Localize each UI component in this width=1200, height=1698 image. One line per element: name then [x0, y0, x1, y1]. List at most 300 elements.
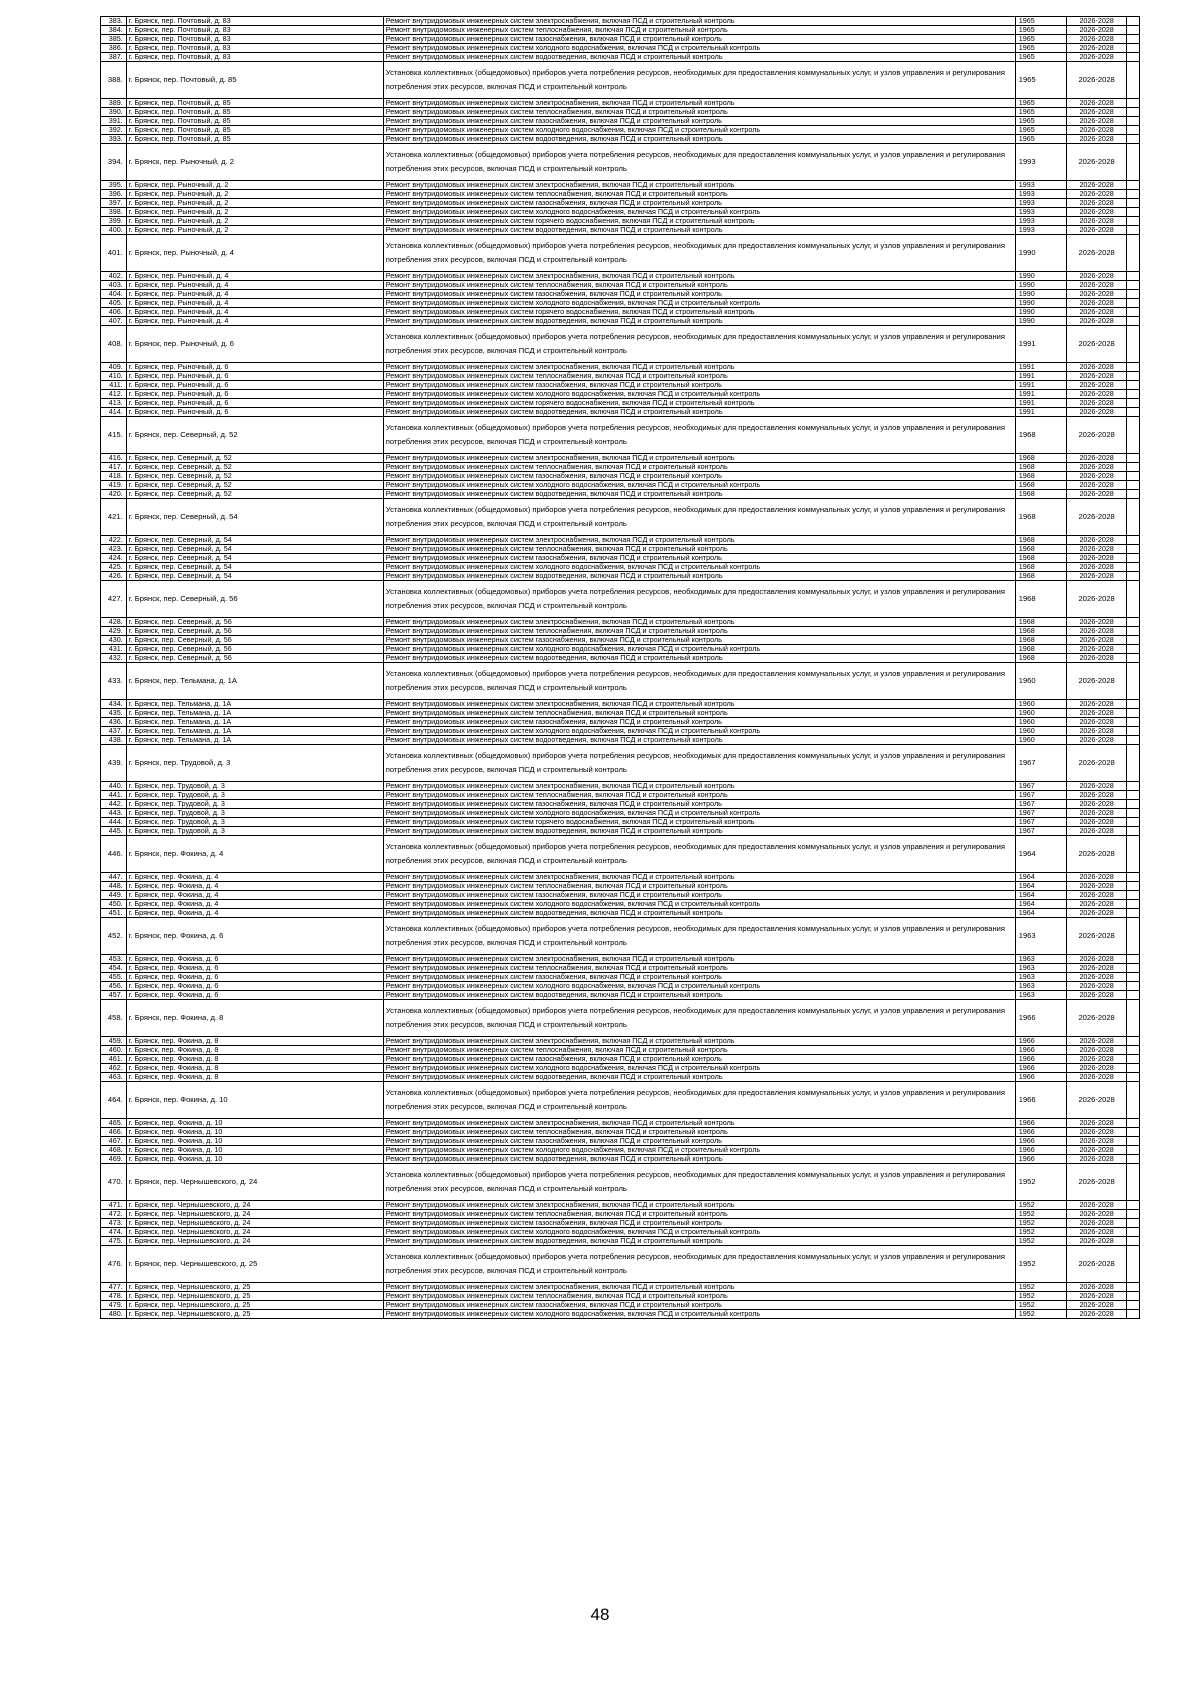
row-extra-cell: [1127, 782, 1140, 791]
table-row: [101, 390, 1140, 399]
row-work: Установка коллективных (общедомовых) приборов учета потребления ресурсов, необходимых для предоставления коммунальных услуг, и узлов управления и регулирования потребления этих ресурсов, включая ПСД и строительный контроль: [383, 1246, 1015, 1283]
row-work: Ремонт внутридомовых инженерных систем теплоснабжения, включая ПСД и строительный контроль: [383, 791, 1015, 800]
row-period: 2026-2028: [1067, 818, 1127, 827]
row-address: г. Брянск, пер. Рыночный, д. 4: [126, 317, 383, 326]
row-period: 2026-2028: [1067, 26, 1127, 35]
row-address: г. Брянск, пер. Чернышевского, д. 25: [126, 1292, 383, 1301]
row-period: 2026-2028: [1067, 272, 1127, 281]
row-number: 479.: [101, 1301, 127, 1310]
row-work: Ремонт внутридомовых инженерных систем водоотведения, включая ПСД и строительный контроль: [383, 408, 1015, 417]
row-number: 393.: [101, 135, 127, 144]
row-period: 2026-2028: [1067, 618, 1127, 627]
row-period: 2026-2028: [1067, 181, 1127, 190]
table-row: [101, 1082, 1140, 1119]
row-address: г. Брянск, пер. Северный, д. 52: [126, 454, 383, 463]
row-work: Ремонт внутридомовых инженерных систем водоотведения, включая ПСД и строительный контроль: [383, 1073, 1015, 1082]
row-extra-cell: [1127, 827, 1140, 836]
row-work: Установка коллективных (общедомовых) приборов учета потребления ресурсов, необходимых для предоставления коммунальных услуг, и узлов управления и регулирования потребления этих ресурсов, включая ПСД и строительный контроль: [383, 1000, 1015, 1037]
row-year: 1968: [1015, 417, 1066, 454]
row-work: Ремонт внутридомовых инженерных систем холодного водоснабжения, включая ПСД и строительный контроль: [383, 982, 1015, 991]
row-extra-cell: [1127, 399, 1140, 408]
row-year: 1968: [1015, 536, 1066, 545]
row-number: 416.: [101, 454, 127, 463]
table-row: [101, 1246, 1140, 1283]
row-extra-cell: [1127, 481, 1140, 490]
row-work: Ремонт внутридомовых инженерных систем электроснабжения, включая ПСД и строительный контроль: [383, 363, 1015, 372]
table-row: [101, 836, 1140, 873]
row-year: 1993: [1015, 190, 1066, 199]
table-row: [101, 53, 1140, 62]
row-number: 417.: [101, 463, 127, 472]
row-year: 1952: [1015, 1164, 1066, 1201]
row-work: Ремонт внутридомовых инженерных систем теплоснабжения, включая ПСД и строительный контроль: [383, 108, 1015, 117]
row-work: Установка коллективных (общедомовых) приборов учета потребления ресурсов, необходимых для предоставления коммунальных услуг, и узлов управления и регулирования потребления этих ресурсов, включая ПСД и строительный контроль: [383, 581, 1015, 618]
row-extra-cell: [1127, 372, 1140, 381]
row-extra-cell: [1127, 563, 1140, 572]
row-year: 1991: [1015, 408, 1066, 417]
table-row: [101, 1301, 1140, 1310]
row-extra-cell: [1127, 1037, 1140, 1046]
row-period: 2026-2028: [1067, 454, 1127, 463]
row-work: Ремонт внутридомовых инженерных систем газоснабжения, включая ПСД и строительный контроль: [383, 891, 1015, 900]
row-number: 397.: [101, 199, 127, 208]
row-address: г. Брянск, пер. Рыночный, д. 4: [126, 299, 383, 308]
row-period: 2026-2028: [1067, 1310, 1127, 1319]
row-number: 448.: [101, 882, 127, 891]
row-period: 2026-2028: [1067, 99, 1127, 108]
row-work: Ремонт внутридомовых инженерных систем водоотведения, включая ПСД и строительный контроль: [383, 135, 1015, 144]
row-extra-cell: [1127, 1219, 1140, 1228]
row-address: г. Брянск, пер. Фокина, д. 6: [126, 973, 383, 982]
row-number: 442.: [101, 800, 127, 809]
row-period: 2026-2028: [1067, 1219, 1127, 1228]
row-extra-cell: [1127, 545, 1140, 554]
row-period: 2026-2028: [1067, 481, 1127, 490]
table-row: [101, 563, 1140, 572]
row-year: 1960: [1015, 709, 1066, 718]
row-year: 1993: [1015, 226, 1066, 235]
row-work: Ремонт внутридомовых инженерных систем электроснабжения, включая ПСД и строительный контроль: [383, 782, 1015, 791]
row-extra-cell: [1127, 417, 1140, 454]
row-number: 396.: [101, 190, 127, 199]
row-period: 2026-2028: [1067, 1046, 1127, 1055]
row-work: Ремонт внутридомовых инженерных систем электроснабжения, включая ПСД и строительный контроль: [383, 181, 1015, 190]
table-row: [101, 1146, 1140, 1155]
row-address: г. Брянск, пер. Чернышевского, д. 25: [126, 1283, 383, 1292]
row-extra-cell: [1127, 1137, 1140, 1146]
row-number: 402.: [101, 272, 127, 281]
row-address: г. Брянск, пер. Чернышевского, д. 24: [126, 1228, 383, 1237]
row-address: г. Брянск, пер. Фокина, д. 8: [126, 1064, 383, 1073]
row-period: 2026-2028: [1067, 627, 1127, 636]
row-address: г. Брянск, пер. Фокина, д. 10: [126, 1128, 383, 1137]
row-extra-cell: [1127, 718, 1140, 727]
table-row: [101, 399, 1140, 408]
row-extra-cell: [1127, 1082, 1140, 1119]
row-number: 473.: [101, 1219, 127, 1228]
row-extra-cell: [1127, 326, 1140, 363]
row-period: 2026-2028: [1067, 1119, 1127, 1128]
row-extra-cell: [1127, 26, 1140, 35]
row-number: 456.: [101, 982, 127, 991]
row-address: г. Брянск, пер. Рыночный, д. 2: [126, 190, 383, 199]
row-period: 2026-2028: [1067, 563, 1127, 572]
table-row: [101, 208, 1140, 217]
row-period: 2026-2028: [1067, 891, 1127, 900]
row-address: г. Брянск, пер. Рыночный, д. 6: [126, 408, 383, 417]
row-extra-cell: [1127, 1283, 1140, 1292]
row-address: г. Брянск, пер. Почтовый, д. 85: [126, 62, 383, 99]
row-period: 2026-2028: [1067, 62, 1127, 99]
row-work: Ремонт внутридомовых инженерных систем горячего водоснабжения, включая ПСД и строительный контроль: [383, 399, 1015, 408]
row-extra-cell: [1127, 499, 1140, 536]
row-period: 2026-2028: [1067, 581, 1127, 618]
table-row: [101, 1073, 1140, 1082]
row-year: 1963: [1015, 955, 1066, 964]
row-work: Ремонт внутридомовых инженерных систем газоснабжения, включая ПСД и строительный контроль: [383, 472, 1015, 481]
row-number: 436.: [101, 718, 127, 727]
row-number: 388.: [101, 62, 127, 99]
row-number: 390.: [101, 108, 127, 117]
row-work: Установка коллективных (общедомовых) приборов учета потребления ресурсов, необходимых для предоставления коммунальных услуг, и узлов управления и регулирования потребления этих ресурсов, включая ПСД и строительный контроль: [383, 417, 1015, 454]
row-number: 475.: [101, 1237, 127, 1246]
row-address: г. Брянск, пер. Фокина, д. 10: [126, 1146, 383, 1155]
row-year: 1968: [1015, 645, 1066, 654]
table-row: [101, 190, 1140, 199]
row-number: 471.: [101, 1201, 127, 1210]
row-year: 1968: [1015, 618, 1066, 627]
table-row: [101, 1201, 1140, 1210]
row-address: г. Брянск, пер. Чернышевского, д. 24: [126, 1219, 383, 1228]
row-address: г. Брянск, пер. Чернышевского, д. 24: [126, 1201, 383, 1210]
row-year: 1963: [1015, 982, 1066, 991]
row-number: 435.: [101, 709, 127, 718]
row-work: Ремонт внутридомовых инженерных систем электроснабжения, включая ПСД и строительный контроль: [383, 700, 1015, 709]
row-period: 2026-2028: [1067, 836, 1127, 873]
row-work: Ремонт внутридомовых инженерных систем газоснабжения, включая ПСД и строительный контроль: [383, 636, 1015, 645]
row-extra-cell: [1127, 1119, 1140, 1128]
row-address: г. Брянск, пер. Почтовый, д. 83: [126, 26, 383, 35]
row-period: 2026-2028: [1067, 727, 1127, 736]
row-work: Ремонт внутридомовых инженерных систем водоотведения, включая ПСД и строительный контроль: [383, 1155, 1015, 1164]
row-year: 1966: [1015, 1046, 1066, 1055]
row-address: г. Брянск, пер. Тельмана, д. 1А: [126, 718, 383, 727]
row-work: Установка коллективных (общедомовых) приборов учета потребления ресурсов, необходимых для предоставления коммунальных услуг, и узлов управления и регулирования потребления этих ресурсов, включая ПСД и строительный контроль: [383, 745, 1015, 782]
row-year: 1991: [1015, 381, 1066, 390]
row-address: г. Брянск, пер. Рыночный, д. 6: [126, 326, 383, 363]
row-number: 438.: [101, 736, 127, 745]
row-number: 437.: [101, 727, 127, 736]
row-number: 469.: [101, 1155, 127, 1164]
row-period: 2026-2028: [1067, 44, 1127, 53]
row-year: 1952: [1015, 1219, 1066, 1228]
row-period: 2026-2028: [1067, 827, 1127, 836]
row-work: Ремонт внутридомовых инженерных систем теплоснабжения, включая ПСД и строительный контроль: [383, 882, 1015, 891]
row-year: 1965: [1015, 44, 1066, 53]
row-period: 2026-2028: [1067, 1301, 1127, 1310]
row-extra-cell: [1127, 663, 1140, 700]
row-work: Ремонт внутридомовых инженерных систем газоснабжения, включая ПСД и строительный контроль: [383, 199, 1015, 208]
row-period: 2026-2028: [1067, 381, 1127, 390]
row-address: г. Брянск, пер. Фокина, д. 10: [126, 1155, 383, 1164]
row-year: 1966: [1015, 1155, 1066, 1164]
row-period: 2026-2028: [1067, 144, 1127, 181]
row-extra-cell: [1127, 463, 1140, 472]
row-work: Ремонт внутридомовых инженерных систем теплоснабжения, включая ПСД и строительный контроль: [383, 463, 1015, 472]
row-address: г. Брянск, пер. Тельмана, д. 1А: [126, 727, 383, 736]
row-extra-cell: [1127, 1310, 1140, 1319]
row-period: 2026-2028: [1067, 226, 1127, 235]
table-row: [101, 299, 1140, 308]
row-number: 384.: [101, 26, 127, 35]
row-period: 2026-2028: [1067, 536, 1127, 545]
row-year: 1965: [1015, 53, 1066, 62]
table-row: [101, 417, 1140, 454]
row-extra-cell: [1127, 472, 1140, 481]
row-address: г. Брянск, пер. Фокина, д. 4: [126, 891, 383, 900]
row-year: 1960: [1015, 718, 1066, 727]
row-extra-cell: [1127, 226, 1140, 235]
row-work: Ремонт внутридомовых инженерных систем холодного водоснабжения, включая ПСД и строительный контроль: [383, 1228, 1015, 1237]
row-number: 440.: [101, 782, 127, 791]
row-address: г. Брянск, пер. Северный, д. 56: [126, 581, 383, 618]
row-work: Установка коллективных (общедомовых) приборов учета потребления ресурсов, необходимых для предоставления коммунальных услуг, и узлов управления и регулирования потребления этих ресурсов, включая ПСД и строительный контроль: [383, 235, 1015, 272]
row-extra-cell: [1127, 17, 1140, 26]
row-year: 1966: [1015, 1119, 1066, 1128]
row-number: 422.: [101, 536, 127, 545]
row-period: 2026-2028: [1067, 1064, 1127, 1073]
row-period: 2026-2028: [1067, 326, 1127, 363]
row-period: 2026-2028: [1067, 1000, 1127, 1037]
row-address: г. Брянск, пер. Фокина, д. 6: [126, 991, 383, 1000]
row-work: Ремонт внутридомовых инженерных систем водоотведения, включая ПСД и строительный контроль: [383, 53, 1015, 62]
row-extra-cell: [1127, 1046, 1140, 1055]
row-period: 2026-2028: [1067, 135, 1127, 144]
row-address: г. Брянск, пер. Чернышевского, д. 25: [126, 1301, 383, 1310]
row-number: 407.: [101, 317, 127, 326]
row-work: Ремонт внутридомовых инженерных систем холодного водоснабжения, включая ПСД и строительный контроль: [383, 1310, 1015, 1319]
row-number: 406.: [101, 308, 127, 317]
row-address: г. Брянск, пер. Фокина, д. 4: [126, 873, 383, 882]
row-extra-cell: [1127, 390, 1140, 399]
row-period: 2026-2028: [1067, 317, 1127, 326]
row-number: 420.: [101, 490, 127, 499]
table-row: [101, 472, 1140, 481]
row-period: 2026-2028: [1067, 736, 1127, 745]
table-row: [101, 1119, 1140, 1128]
row-period: 2026-2028: [1067, 973, 1127, 982]
row-number: 419.: [101, 481, 127, 490]
row-work: Ремонт внутридомовых инженерных систем водоотведения, включая ПСД и строительный контроль: [383, 654, 1015, 663]
row-address: г. Брянск, пер. Рыночный, д. 2: [126, 208, 383, 217]
row-extra-cell: [1127, 581, 1140, 618]
row-number: 460.: [101, 1046, 127, 1055]
row-address: г. Брянск, пер. Северный, д. 52: [126, 463, 383, 472]
row-address: г. Брянск, пер. Рыночный, д. 2: [126, 144, 383, 181]
row-address: г. Брянск, пер. Почтовый, д. 83: [126, 17, 383, 26]
row-extra-cell: [1127, 554, 1140, 563]
row-number: 454.: [101, 964, 127, 973]
row-number: 449.: [101, 891, 127, 900]
row-period: 2026-2028: [1067, 399, 1127, 408]
row-extra-cell: [1127, 235, 1140, 272]
row-extra-cell: [1127, 381, 1140, 390]
row-period: 2026-2028: [1067, 545, 1127, 554]
row-work: Ремонт внутридомовых инженерных систем водоотведения, включая ПСД и строительный контроль: [383, 909, 1015, 918]
row-number: 389.: [101, 99, 127, 108]
row-extra-cell: [1127, 909, 1140, 918]
row-period: 2026-2028: [1067, 1146, 1127, 1155]
row-extra-cell: [1127, 964, 1140, 973]
table-row: [101, 44, 1140, 53]
row-address: г. Брянск, пер. Чернышевского, д. 25: [126, 1246, 383, 1283]
row-extra-cell: [1127, 117, 1140, 126]
row-number: 403.: [101, 281, 127, 290]
row-address: г. Брянск, пер. Трудовой, д. 3: [126, 818, 383, 827]
row-year: 1967: [1015, 818, 1066, 827]
row-address: г. Брянск, пер. Северный, д. 56: [126, 645, 383, 654]
row-number: 472.: [101, 1210, 127, 1219]
row-number: 385.: [101, 35, 127, 44]
row-period: 2026-2028: [1067, 909, 1127, 918]
row-address: г. Брянск, пер. Тельмана, д. 1А: [126, 736, 383, 745]
row-number: 430.: [101, 636, 127, 645]
table-row: [101, 226, 1140, 235]
row-year: 1968: [1015, 472, 1066, 481]
row-period: 2026-2028: [1067, 499, 1127, 536]
row-year: 1990: [1015, 281, 1066, 290]
row-period: 2026-2028: [1067, 900, 1127, 909]
row-work: Установка коллективных (общедомовых) приборов учета потребления ресурсов, необходимых для предоставления коммунальных услуг, и узлов управления и регулирования потребления этих ресурсов, включая ПСД и строительный контроль: [383, 663, 1015, 700]
table-row: [101, 363, 1140, 372]
row-number: 465.: [101, 1119, 127, 1128]
row-period: 2026-2028: [1067, 1237, 1127, 1246]
row-address: г. Брянск, пер. Фокина, д. 8: [126, 1055, 383, 1064]
row-year: 1965: [1015, 108, 1066, 117]
row-number: 409.: [101, 363, 127, 372]
row-period: 2026-2028: [1067, 645, 1127, 654]
row-period: 2026-2028: [1067, 964, 1127, 973]
row-number: 452.: [101, 918, 127, 955]
row-extra-cell: [1127, 918, 1140, 955]
row-period: 2026-2028: [1067, 745, 1127, 782]
row-work: Ремонт внутридомовых инженерных систем теплоснабжения, включая ПСД и строительный контроль: [383, 1292, 1015, 1301]
row-work: Ремонт внутридомовых инженерных систем газоснабжения, включая ПСД и строительный контроль: [383, 1137, 1015, 1146]
row-work: Установка коллективных (общедомовых) приборов учета потребления ресурсов, необходимых для предоставления коммунальных услуг, и узлов управления и регулирования потребления этих ресурсов, включая ПСД и строительный контроль: [383, 326, 1015, 363]
row-extra-cell: [1127, 809, 1140, 818]
row-work: Ремонт внутридомовых инженерных систем горячего водоснабжения, включая ПСД и строительный контроль: [383, 818, 1015, 827]
row-work: Ремонт внутридомовых инженерных систем холодного водоснабжения, включая ПСД и строительный контроль: [383, 900, 1015, 909]
row-year: 1964: [1015, 873, 1066, 882]
table-row: [101, 727, 1140, 736]
row-work: Ремонт внутридомовых инженерных систем водоотведения, включая ПСД и строительный контроль: [383, 572, 1015, 581]
table-row: [101, 308, 1140, 317]
row-extra-cell: [1127, 700, 1140, 709]
row-extra-cell: [1127, 636, 1140, 645]
table-row: [101, 955, 1140, 964]
table-row: [101, 627, 1140, 636]
row-address: г. Брянск, пер. Рыночный, д. 6: [126, 381, 383, 390]
row-extra-cell: [1127, 490, 1140, 499]
row-period: 2026-2028: [1067, 709, 1127, 718]
row-period: 2026-2028: [1067, 53, 1127, 62]
table-row: [101, 709, 1140, 718]
row-year: 1965: [1015, 62, 1066, 99]
table-row: [101, 1210, 1140, 1219]
row-address: г. Брянск, пер. Рыночный, д. 6: [126, 363, 383, 372]
row-address: г. Брянск, пер. Почтовый, д. 85: [126, 135, 383, 144]
row-period: 2026-2028: [1067, 873, 1127, 882]
row-extra-cell: [1127, 281, 1140, 290]
table-row: [101, 17, 1140, 26]
row-extra-cell: [1127, 181, 1140, 190]
row-extra-cell: [1127, 1073, 1140, 1082]
row-year: 1964: [1015, 909, 1066, 918]
row-address: г. Брянск, пер. Трудовой, д. 3: [126, 791, 383, 800]
row-extra-cell: [1127, 536, 1140, 545]
row-period: 2026-2028: [1067, 882, 1127, 891]
table-row: [101, 909, 1140, 918]
row-year: 1966: [1015, 1000, 1066, 1037]
row-period: 2026-2028: [1067, 800, 1127, 809]
row-period: 2026-2028: [1067, 1037, 1127, 1046]
row-address: г. Брянск, пер. Северный, д. 56: [126, 636, 383, 645]
table-row: [101, 973, 1140, 982]
row-year: 1966: [1015, 1137, 1066, 1146]
row-address: г. Брянск, пер. Рыночный, д. 4: [126, 290, 383, 299]
table-row: [101, 982, 1140, 991]
row-work: Ремонт внутридомовых инженерных систем горячего водоснабжения, включая ПСД и строительный контроль: [383, 308, 1015, 317]
row-year: 1966: [1015, 1064, 1066, 1073]
row-extra-cell: [1127, 745, 1140, 782]
row-work: Ремонт внутридомовых инженерных систем электроснабжения, включая ПСД и строительный контроль: [383, 1201, 1015, 1210]
row-number: 476.: [101, 1246, 127, 1283]
row-year: 1968: [1015, 554, 1066, 563]
row-address: г. Брянск, пер. Фокина, д. 4: [126, 836, 383, 873]
row-extra-cell: [1127, 44, 1140, 53]
row-extra-cell: [1127, 645, 1140, 654]
row-extra-cell: [1127, 1128, 1140, 1137]
row-address: г. Брянск, пер. Трудовой, д. 3: [126, 827, 383, 836]
row-work: Ремонт внутридомовых инженерных систем газоснабжения, включая ПСД и строительный контроль: [383, 973, 1015, 982]
row-extra-cell: [1127, 53, 1140, 62]
row-number: 414.: [101, 408, 127, 417]
row-work: Ремонт внутридомовых инженерных систем теплоснабжения, включая ПСД и строительный контроль: [383, 964, 1015, 973]
table-row: [101, 818, 1140, 827]
row-extra-cell: [1127, 572, 1140, 581]
row-extra-cell: [1127, 891, 1140, 900]
row-address: г. Брянск, пер. Северный, д. 56: [126, 618, 383, 627]
row-year: 1965: [1015, 126, 1066, 135]
row-address: г. Брянск, пер. Северный, д. 54: [126, 545, 383, 554]
row-period: 2026-2028: [1067, 718, 1127, 727]
row-address: г. Брянск, пер. Рыночный, д. 4: [126, 281, 383, 290]
table-row: [101, 809, 1140, 818]
row-number: 458.: [101, 1000, 127, 1037]
row-address: г. Брянск, пер. Фокина, д. 6: [126, 918, 383, 955]
row-work: Ремонт внутридомовых инженерных систем холодного водоснабжения, включая ПСД и строительный контроль: [383, 299, 1015, 308]
row-work: Ремонт внутридомовых инженерных систем водоотведения, включая ПСД и строительный контроль: [383, 490, 1015, 499]
row-address: г. Брянск, пер. Северный, д. 54: [126, 554, 383, 563]
row-address: г. Брянск, пер. Почтовый, д. 83: [126, 53, 383, 62]
row-year: 1966: [1015, 1055, 1066, 1064]
row-period: 2026-2028: [1067, 208, 1127, 217]
row-extra-cell: [1127, 126, 1140, 135]
row-period: 2026-2028: [1067, 1246, 1127, 1283]
row-number: 470.: [101, 1164, 127, 1201]
row-period: 2026-2028: [1067, 1164, 1127, 1201]
row-address: г. Брянск, пер. Чернышевского, д. 25: [126, 1310, 383, 1319]
